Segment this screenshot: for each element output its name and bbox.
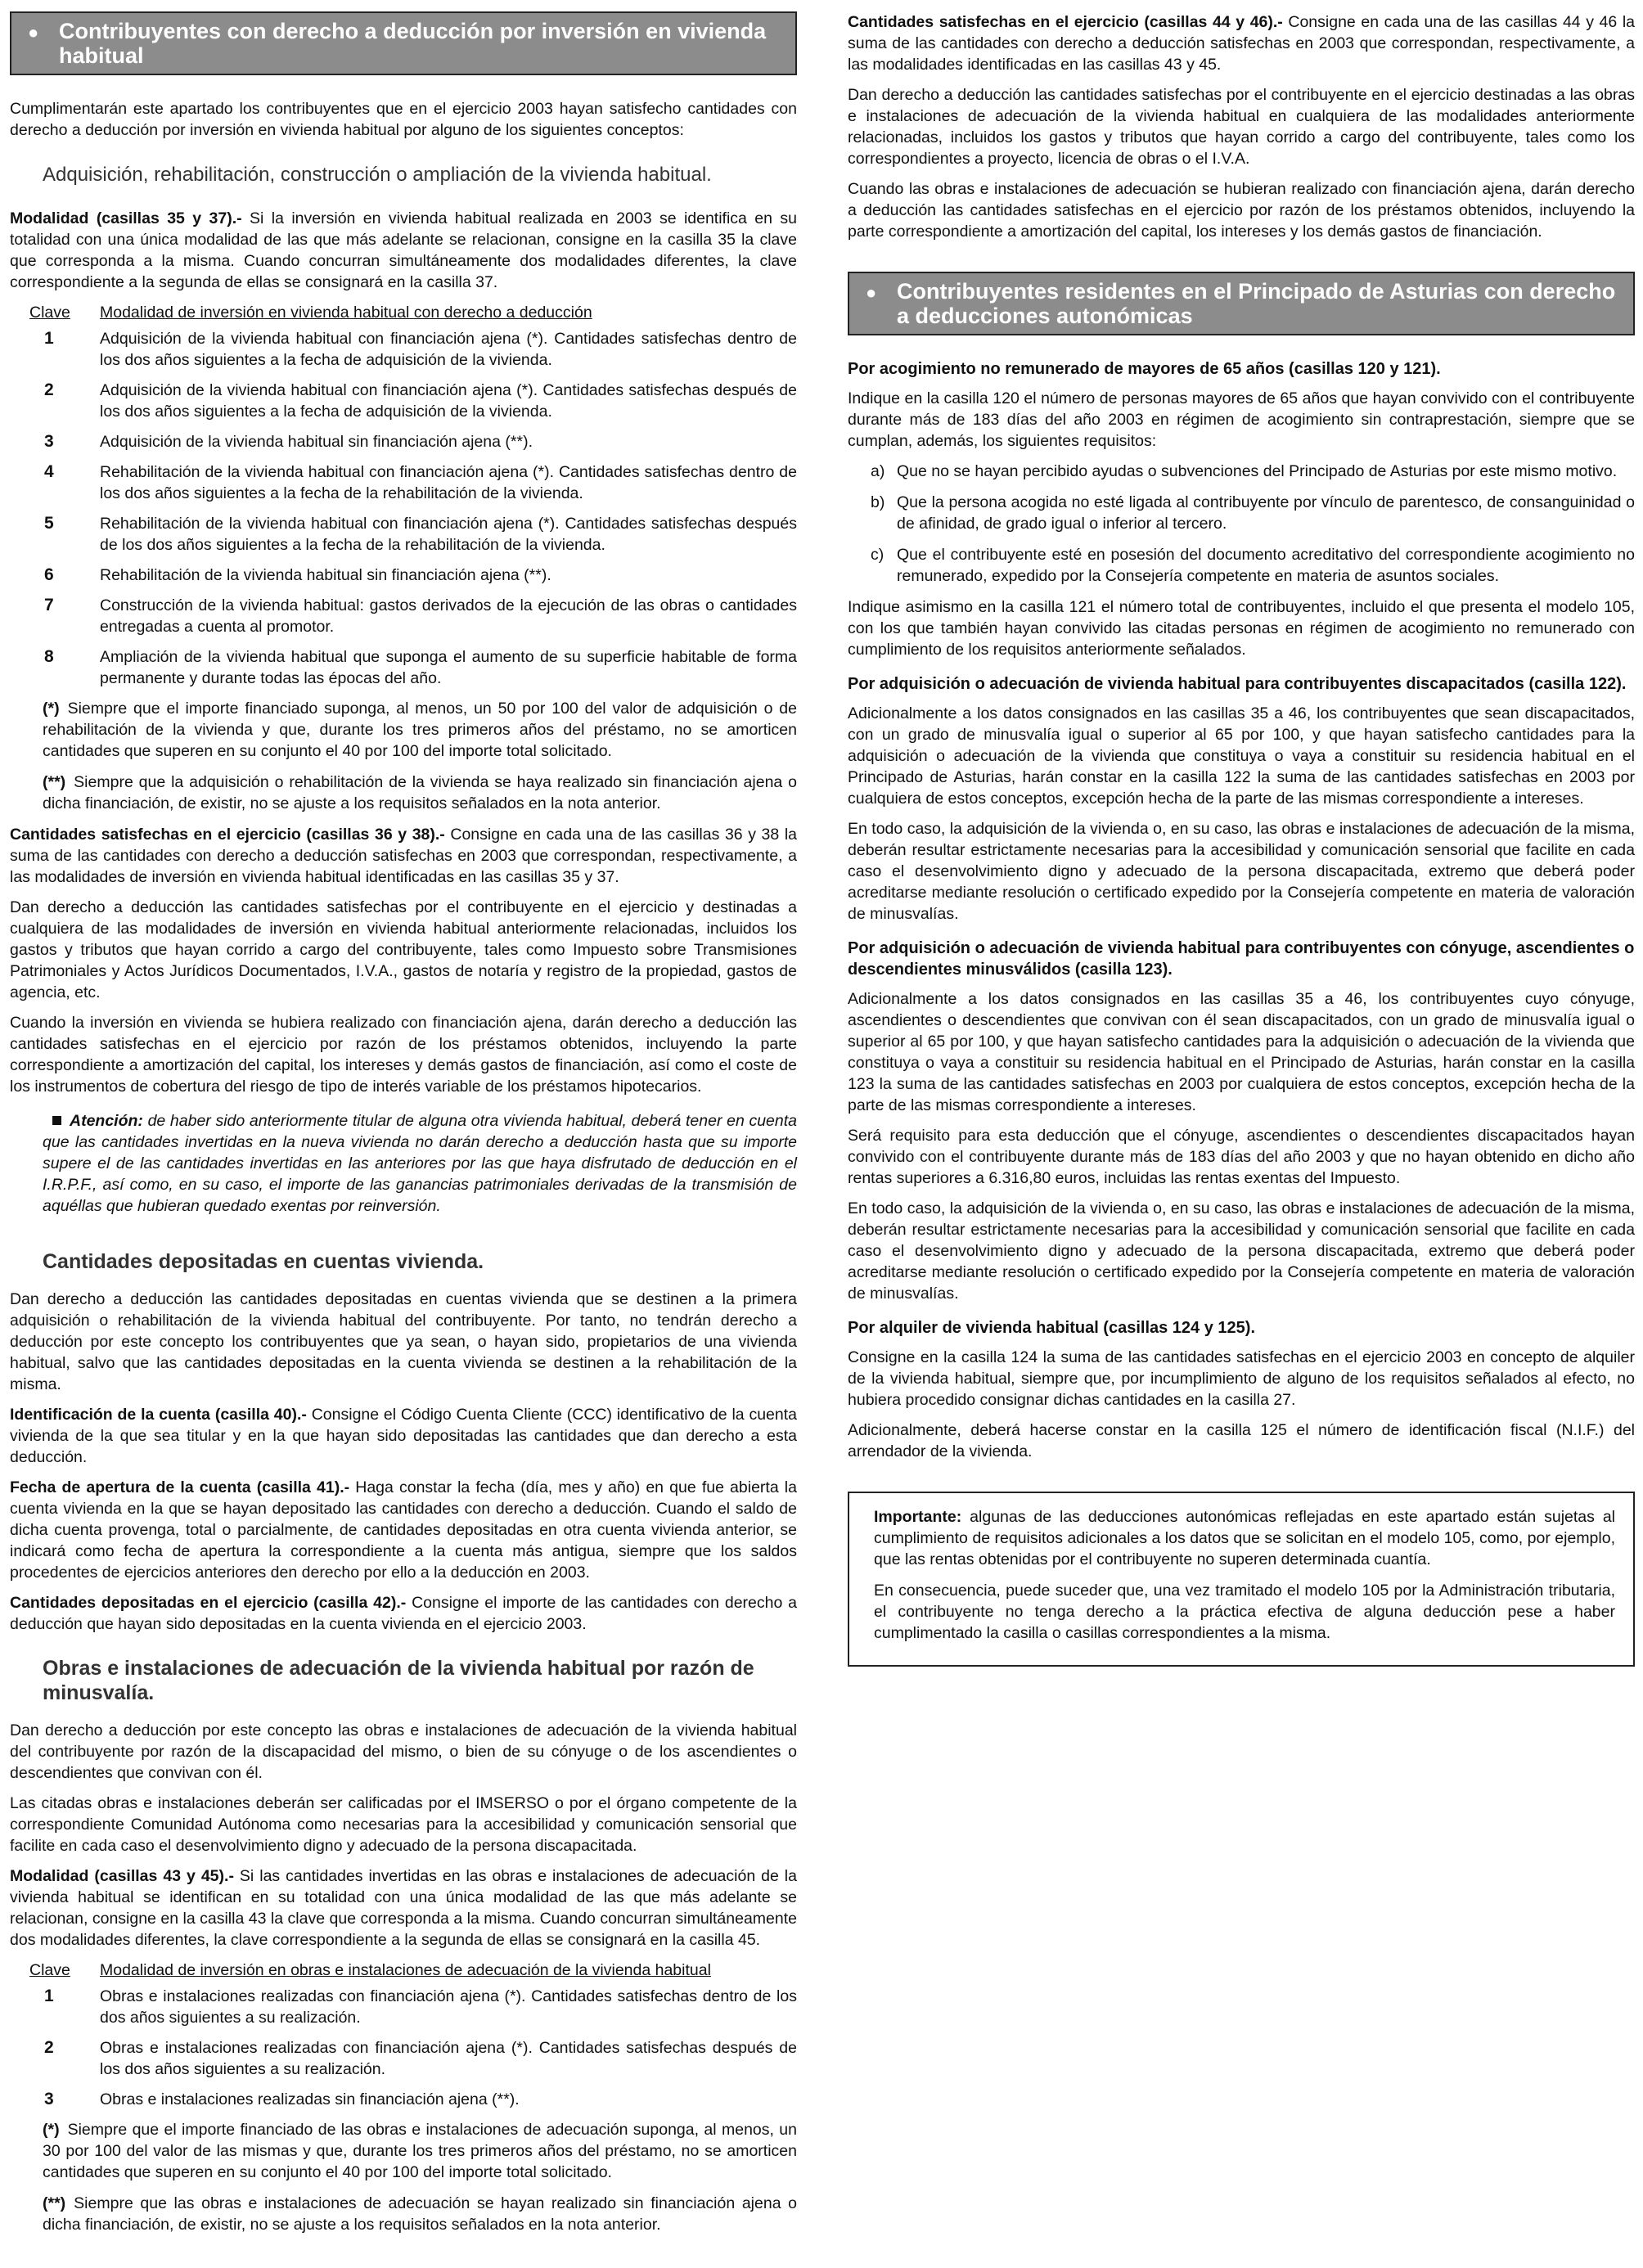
list-item bbox=[848, 461, 1635, 482]
cantidades-3638-label: Cantidades satisfechas en el ejercicio (casillas 36 y 38).- bbox=[10, 826, 445, 844]
row-text: Adquisición de la vivienda habitual sin financiación ajena (**). bbox=[100, 433, 533, 451]
section-title: Contribuyentes con derecho a deducción por inversión en vivienda habitual bbox=[59, 19, 767, 68]
subheading-cuentas: Cantidades depositadas en cuentas vivienda. bbox=[43, 1250, 484, 1273]
row-key: 3 bbox=[44, 2090, 54, 2108]
list-marker: a) bbox=[871, 462, 885, 480]
list-marker: b) bbox=[871, 493, 885, 511]
atencion-text: de haber sido anteriormente titular de alguna otra vivienda habitual, deberá tener en cuenta que las cantidades invertidas en la nueva vivienda no darán derecho a deducción hasta que su importe supere el de las cantidades invertidas en las anteriores por las que haya disfrutado de deducción en el I.R.P.F., así como, en su caso, el importe de las ganancias patrimoniales derivadas de la transmisión de aquéllas que hubieran quedado exentas por reinversión. bbox=[43, 1112, 797, 1215]
concept-line: Adquisición, rehabilitación, construcción o ampliación de la vivienda habitual. bbox=[43, 164, 712, 186]
row-key: 3 bbox=[44, 432, 54, 451]
atencion-note bbox=[10, 1110, 797, 1217]
table-row bbox=[10, 595, 797, 637]
row-text: Adquisición de la vivienda habitual con financiación ajena (*). Cantidades satisfechas dentro de los dos años siguientes a la fecha de adquisición de la vivienda. bbox=[100, 330, 797, 369]
section-title: Contribuyentes residentes en el Principado de Asturias con derecho a deducciones autonómicas bbox=[897, 279, 1616, 328]
modalidad-label: Modalidad (casillas 35 y 37).- bbox=[10, 209, 242, 227]
identificacion-label: Identificación de la cuenta (casilla 40).- bbox=[10, 1406, 307, 1424]
casilla-122-paragraph-2: En todo caso, la adquisición de la vivienda o, en su caso, las obras e instalaciones de adecuación de la misma, deberán resultar estrictamente necesarias para la accesibilidad y comunicación sensorial que facilite en cada caso el desenvolvimiento digno y adecuado de la persona discapacitada, extremo que deberá poder acreditarse mediante resolución o certificado expedido por la Consejería competente en materia de valoración de minusvalías. bbox=[848, 820, 1635, 923]
table1-header-modalidad: Modalidad de inversión en vivienda habitual con derecho a deducción bbox=[100, 304, 592, 322]
row-key: 8 bbox=[44, 647, 54, 666]
footnote-mark: (*) bbox=[43, 700, 60, 718]
table2-header bbox=[10, 1960, 797, 1981]
footnote-text: Siempre que la adquisición o rehabilitación de la vivienda se haya realizado sin financiación ajena o dicha financiación, de existir, no se ajuste a los requisitos señalados en la nota anterior. bbox=[43, 773, 797, 812]
obras-derecho-paragraph-1: Dan derecho a deducción las cantidades satisfechas por el contribuyente en el ejercicio destinadas a las obras e instalaciones de adecuación de la vivienda habitual en cualquiera de las modalidades anteriormente relacionadas, incluidos los gastos y tributos que hayan corrido a cargo del contribuyente, tales como los correspondientes a proyecto, licencia de obras o el I.V.A. bbox=[848, 86, 1635, 168]
table-row bbox=[10, 646, 797, 689]
list-text: Que la persona acogida no esté ligada al contribuyente por vínculo de parentesco, de consanguinidad o de afinidad, de grado igual o inferior al tercero. bbox=[897, 493, 1635, 533]
footnote-text: Siempre que las obras e instalaciones de adecuación se hayan realizado sin financiación ajena o dicha financiación, de existir, no se ajuste a los requisitos señalados en la nota anterior. bbox=[43, 2194, 797, 2234]
modalidad-4345-label: Modalidad (casillas 43 y 45).- bbox=[10, 1867, 234, 1885]
fecha-label: Fecha de apertura de la cuenta (casilla 41).- bbox=[10, 1478, 350, 1496]
footnote-mark: (*) bbox=[43, 2121, 60, 2139]
casilla-121-paragraph: Indique asimismo en la casilla 121 el número total de contribuyentes, incluido el que presenta el modelo 105, con los que también hayan convivido las citadas personas en régimen de acogimiento no remunerado con cumplimiento de los requisitos anteriormente señalados. bbox=[848, 598, 1635, 659]
table-row bbox=[10, 2089, 797, 2110]
list-text: Que no se hayan percibido ayudas o subvenciones del Principado de Asturias por este mismo motivo. bbox=[897, 462, 1618, 480]
important-box bbox=[848, 1492, 1635, 1667]
modalidad-paragraph bbox=[10, 208, 797, 293]
row-text: Obras e instalaciones realizadas sin financiación ajena (**). bbox=[100, 2090, 520, 2108]
table1 bbox=[10, 328, 797, 689]
list-item bbox=[848, 492, 1635, 534]
right-column bbox=[848, 11, 1635, 1667]
row-key: 7 bbox=[44, 596, 54, 614]
casilla-123-paragraph-2: Será requisito para esta deducción que el cónyuge, ascendientes o descendientes discapacitados hayan convivido con el contribuyente durante más de 183 días del año 2003 y que no hayan obtenido en dicho año rentas superiores a 6.316,80 euros, incluidas las rentas exentas del Impuesto. bbox=[848, 1127, 1635, 1187]
modalidad-text: Si la inversión en vivienda habitual realizada en 2003 se identifica en su totalidad con una única modalidad de las que más adelante se relacionan, consigne en la casilla 35 la clave que corresponda a la misma. Cuando concurran simultáneamente dos modalidades diferentes, la clave correspondiente a la segunda de ellas se consignará en la casilla 37. bbox=[10, 209, 797, 291]
row-key: 4 bbox=[44, 462, 54, 481]
important-paragraph-1 bbox=[874, 1506, 1615, 1570]
heading-casilla-123: Por adquisición o adecuación de vivienda habitual para contribuyentes con cónyuge, ascendientes o descendientes minusválidos (casilla 123). bbox=[848, 939, 1635, 979]
row-text: Rehabilitación de la vivienda habitual con financiación ajena (*). Cantidades satisfechas después de los dos años siguientes a la fecha de la rehabilitación de la vivienda. bbox=[100, 515, 797, 554]
list-text: Que el contribuyente esté en posesión del documento acreditativo del correspondiente acogimiento no remunerado, expedido por la Consejería competente en materia de asuntos sociales. bbox=[897, 546, 1635, 585]
heading-casilla-122: Por adquisición o adecuación de vivienda habitual para contribuyentes discapacitados (casilla 122). bbox=[848, 675, 1627, 693]
row-text: Obras e instalaciones realizadas con financiación ajena (*). Cantidades satisfechas después de los dos años siguientes a su realización. bbox=[100, 2039, 797, 2078]
important-text: algunas de las deducciones autonómicas reflejadas en este apartado están sujetas al cumplimiento de requisitos adicionales a los datos que se solicitan en el modelo 105, como, por ejemplo, que las rentas obtenidas por el contribuyente no superen determinada cuantía. bbox=[874, 1508, 1615, 1568]
list-marker: c) bbox=[871, 546, 885, 564]
cantidades-3638-text: Consigne en cada una de las casillas 36 y 38 la suma de las cantidades con derecho a deducción satisfechas en 2003 que correspondan, respectivamente, a las modalidades de inversión en vivienda habitual identificadas en las casillas 35 y 37. bbox=[10, 826, 798, 886]
row-key: 1 bbox=[44, 329, 54, 348]
row-text: Rehabilitación de la vivienda habitual sin financiación ajena (**). bbox=[100, 566, 551, 584]
row-text: Obras e instalaciones realizadas con financiación ajena (*). Cantidades satisfechas dentro de los dos años siguientes a su realización. bbox=[100, 1987, 797, 2027]
square-bullet-icon bbox=[52, 1116, 61, 1125]
table-row bbox=[10, 380, 797, 422]
footnote-2 bbox=[10, 772, 797, 814]
table1-header-clave: Clave bbox=[29, 304, 70, 322]
depositadas-42-text: Consigne el importe de las cantidades con derecho a deducción que hayan sido depositadas en la cuenta vivienda en el ejercicio 2003. bbox=[10, 1594, 797, 1633]
footnote-text: Siempre que el importe financiado de las obras e instalaciones de adecuación suponga, al menos, un 30 por 100 del valor de las mismas y que, durante los tres primeros años del préstamo, no se amorticen cantidades que superen en su conjunto el 40 por 100 del importe total solicitado. bbox=[43, 2121, 797, 2181]
row-key: 5 bbox=[44, 514, 54, 533]
footnote-1 bbox=[10, 698, 797, 762]
footnote-text: Siempre que el importe financiado suponga, al menos, un 50 por 100 del valor de adquisición o de rehabilitación de la vivienda y que, durante los tres primeros años del préstamo, no se amorticen cantidades que superen en su conjunto el 40 por 100 del importe total solicitado. bbox=[43, 700, 797, 760]
footnote-mark: (**) bbox=[43, 2194, 66, 2212]
important-paragraph-2: En consecuencia, puede suceder que, una vez tramitado el modelo 105 por la Administración tributaria, el contribuyente no tenga derecho a la práctica efectiva de alguna deducción pese a haber cumplimentado la casilla o casillas correspondientes a la misma. bbox=[874, 1582, 1615, 1642]
derecho-paragraph-2: Cuando la inversión en vivienda se hubiera realizado con financiación ajena, darán derecho a deducción las cantidades satisfechas en el ejercicio por razón de los préstamos obtenidos, incluyendo la parte correspondiente a amortización del capital, los intereses y demás gastos de financiación, así como el coste de los instrumentos de cobertura del riesgo de tipo de interés variable de los préstamos hipotecarios. bbox=[10, 1014, 797, 1096]
depositadas-42-label: Cantidades depositadas en el ejercicio (casilla 42).- bbox=[10, 1594, 407, 1612]
table-row bbox=[10, 2037, 797, 2080]
table-row bbox=[10, 328, 797, 371]
obras-derecho-paragraph-2: Cuando las obras e instalaciones de adecuación se hubieran realizado con financiación ajena, darán derecho a deducción las cantidades satisfechas en el ejercicio por razón de los préstamos obtenidos, incluyendo la parte correspondiente a amortización del capital, los intereses y los demás gastos de financiación. bbox=[848, 180, 1635, 241]
table-row bbox=[10, 1986, 797, 2028]
table-row bbox=[10, 565, 797, 586]
requirements-list bbox=[848, 461, 1635, 587]
table2-header-modalidad: Modalidad de inversión en obras e instalaciones de adecuación de la vivienda habitual bbox=[100, 1961, 711, 1979]
row-text: Adquisición de la vivienda habitual con financiación ajena (*). Cantidades satisfechas después de los dos años siguientes a la fecha de adquisición de la vivienda. bbox=[100, 381, 797, 421]
row-text: Rehabilitación de la vivienda habitual con financiación ajena (*). Cantidades satisfechas dentro de los dos años siguientes a la fecha de la rehabilitación de la vivienda. bbox=[100, 463, 797, 502]
bullet-icon: ● bbox=[28, 22, 39, 43]
left-column bbox=[10, 11, 797, 2245]
footnote-4 bbox=[10, 2193, 797, 2235]
intro-paragraph: Cumplimentarán este apartado los contribuyentes que en el ejercicio 2003 hayan satisfecho cantidades con derecho a deducción por inversión en vivienda habitual por alguno de los siguientes conceptos: bbox=[10, 100, 797, 139]
table2 bbox=[10, 1986, 797, 2110]
heading-alquiler: Por alquiler de vivienda habitual (casillas 124 y 125). bbox=[848, 1319, 1255, 1337]
cantidades-3638-paragraph bbox=[10, 824, 797, 888]
casilla-122-paragraph-1: Adicionalmente a los datos consignados en las casillas 35 a 46, los contribuyentes que sean discapacitados, con un grado de minusvalía igual o superior al 65 por 100, y que hayan satisfecho cantidades para la adquisición o adecuación de la vivienda que constituya o vaya a constituir su residencia habitual en el Principado de Asturias, harán constar en la casilla 122 la suma de las cantidades satisfechas en 2003 por cualquiera de estos conceptos, excepción hecha de la parte de las mismas correspondiente a intereses. bbox=[848, 704, 1635, 808]
table-row bbox=[10, 461, 797, 504]
alquiler-paragraph-2: Adicionalmente, deberá hacerse constar en la casilla 125 el número de identificación fiscal (N.I.F.) del arrendador de la vivienda. bbox=[848, 1421, 1635, 1460]
footnote-3 bbox=[10, 2119, 797, 2183]
depositadas-42-paragraph bbox=[10, 1592, 797, 1635]
modalidad-4345-paragraph bbox=[10, 1865, 797, 1951]
fecha-text: Haga constar la fecha (día, mes y año) en que fue abierta la cuenta vivienda en la que se hayan depositado las cantidades con derecho a deducción. Cuando el saldo de dicha cuenta provenga, total o parcialmente, de cantidades depositadas en otra cuenta vivienda anterior, se indicará como fecha de apertura la correspondiente a la cuenta más antigua, siempre que los saldos procedentes de ejercicios anteriores den derecho por ello a la deducción en 2003. bbox=[10, 1478, 797, 1582]
row-text: Ampliación de la vivienda habitual que suponga el aumento de su superficie habitable de forma permanente y durante todas las épocas del año. bbox=[100, 648, 797, 687]
footnote-mark: (**) bbox=[43, 773, 66, 791]
table-row bbox=[10, 431, 797, 452]
important-label: Importante: bbox=[874, 1508, 962, 1526]
acogimiento-paragraph: Indique en la casilla 120 el número de personas mayores de 65 años que hayan convivido con el contribuyente durante más de 183 días del año 2003 en régimen de acogimiento sin contraprestación, siempre que se cumplan, además, los siguientes requisitos: bbox=[848, 389, 1635, 450]
modalidad-4345-text: Si las cantidades invertidas en las obras e instalaciones de adecuación de la vivienda habitual se identifican en su totalidad con una única modalidad de las que más adelante se relacionan, consigne en la casilla 43 la clave que corresponda a la misma. Cuando concurran simultáneamente dos modalidades diferentes, la clave correspondiente a la segunda de ellas se consignará en la casilla 45. bbox=[10, 1867, 797, 1949]
casilla-123-paragraph-1: Adicionalmente a los datos consignados en las casillas 35 a 46, los contribuyentes cuyo cónyuge, ascendientes o descendientes que convivan con él sean discapacitados, con un grado de minusvalía igual o superior al 65 por 100, y que hayan satisfecho cantidades para la adquisición o adecuación de la vivienda que constituya o vaya a constituir su residencia habitual en el Principado de Asturias, harán constar en la casilla 123 la suma de las cantidades satisfechas en 2003 por cualquiera de estos conceptos, excepción hecha de la parte de las mismas correspondiente a intereses. bbox=[848, 990, 1635, 1114]
table-row bbox=[10, 513, 797, 556]
row-text: Construcción de la vivienda habitual: gastos derivados de la ejecución de las obras o cantidades entregadas a cuenta al promotor. bbox=[100, 596, 797, 636]
list-item bbox=[848, 544, 1635, 587]
section-header-asturias bbox=[848, 272, 1635, 335]
cuentas-paragraph: Dan derecho a deducción las cantidades depositadas en cuentas vivienda que se destinen a la primera adquisición o rehabilitación de la vivienda habitual del contribuyente. Por tanto, no tendrán derecho a deducción por este concepto los contribuyentes que ya sean, o hayan sido, propietarios de una vivienda habitual, salvo que las cantidades depositadas en la cuenta vivienda se destinen a la rehabilitación de la misma. bbox=[10, 1290, 797, 1393]
identificacion-text: Consigne el Código Cuenta Cliente (CCC) identificativo de la cuenta vivienda de la que sea titular y en la que hayan sido depositadas las cantidades que dan derecho a esta deducción. bbox=[10, 1406, 797, 1466]
fecha-paragraph bbox=[10, 1477, 797, 1583]
bullet-icon: ● bbox=[866, 282, 877, 303]
obras-paragraph-2: Las citadas obras e instalaciones deberán ser calificadas por el IMSERSO o por el órgano competente de la correspondiente Comunidad Autónoma como necesarias para la accesibilidad y comunicación sensorial que facilite en cada caso el desenvolvimiento digno y adecuado de la persona discapacitada. bbox=[10, 1794, 797, 1855]
heading-acogimiento: Por acogimiento no remunerado de mayores de 65 años (casillas 120 y 121). bbox=[848, 360, 1441, 378]
section-header-vivienda bbox=[10, 11, 797, 75]
subheading-obras: Obras e instalaciones de adecuación de la vivienda habitual por razón de minusvalía. bbox=[43, 1657, 754, 1704]
row-key: 6 bbox=[44, 565, 54, 584]
row-key: 2 bbox=[44, 380, 54, 399]
casilla-123-paragraph-3: En todo caso, la adquisición de la vivienda o, en su caso, las obras e instalaciones de adecuación de la misma, deberán resultar estrictamente necesarias para la accesibilidad y comunicación sensorial que facilite en cada caso el desenvolvimiento digno y adecuado de la persona discapacitada, extremo que deberá poder acreditarse mediante resolución o certificado expedido por la Consejería competente en materia de valoración de minusvalías. bbox=[848, 1199, 1635, 1303]
cantidades-4446-text: Consigne en cada una de las casillas 44 y 46 la suma de las cantidades con derecho a deducción satisfechas en 2003 que correspondan, respectivamente, a las modalidades identificadas en las casillas 43 y 45. bbox=[848, 13, 1636, 74]
obras-paragraph-1: Dan derecho a deducción por este concepto las obras e instalaciones de adecuación de la vivienda habitual del contribuyente por razón de la discapacidad del mismo, o bien de su cónyuge o de los ascendientes o descendientes que convivan con él. bbox=[10, 1721, 797, 1782]
atencion-label: Atención: bbox=[70, 1112, 143, 1130]
row-key: 2 bbox=[44, 2038, 54, 2057]
identificacion-paragraph bbox=[10, 1404, 797, 1468]
table2-header-clave: Clave bbox=[29, 1961, 70, 1979]
row-key: 1 bbox=[44, 1987, 54, 2005]
cantidades-4446-label: Cantidades satisfechas en el ejercicio (casillas 44 y 46).- bbox=[848, 13, 1283, 31]
alquiler-paragraph-1: Consigne en la casilla 124 la suma de las cantidades satisfechas en el ejercicio 2003 en concepto de alquiler de la vivienda habitual, siempre que, por incumplimiento de alguno de los requisitos señalados al efecto, no hubiera procedido consignar dichas cantidades en la casilla 27. bbox=[848, 1348, 1635, 1409]
cantidades-4446-paragraph bbox=[848, 11, 1635, 75]
table1-header bbox=[10, 302, 797, 323]
derecho-paragraph-1: Dan derecho a deducción las cantidades satisfechas por el contribuyente en el ejercicio y destinadas a cualquiera de las modalidades de inversión en vivienda habitual anteriormente relacionadas, incluidos los gastos y tributos que hayan corrido a cargo del contribuyente, tales como Impuesto sobre Transmisiones Patrimoniales y Actos Jurídicos Documentados, I.V.A., gastos de notaría y registro de la propiedad, gastos de agencia, etc. bbox=[10, 898, 797, 1001]
